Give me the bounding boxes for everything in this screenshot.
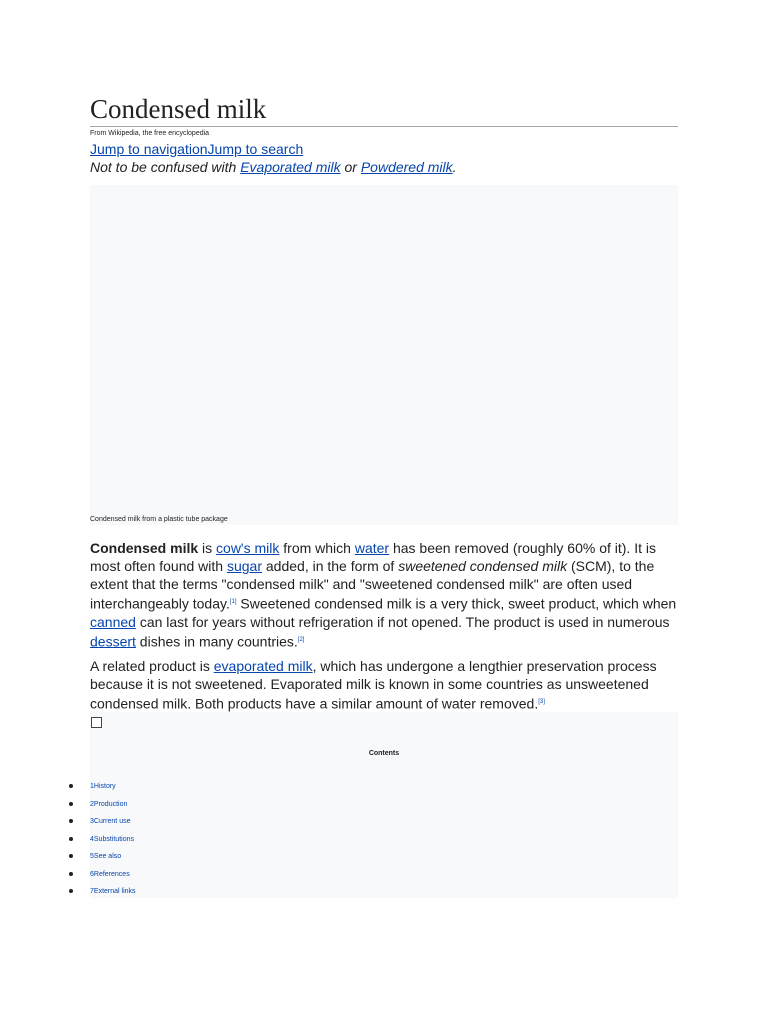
jump-to-search-link[interactable]: Jump to search [207,141,304,157]
reference-2[interactable]: [2] [297,636,305,643]
jump-to-navigation-link[interactable]: Jump to navigation [90,141,208,157]
lead-paragraph [90,539,678,650]
bullet-icon [69,872,73,876]
toc-number: 6 [90,870,94,878]
bold-term: Condensed milk [90,540,199,556]
text-span: Sweetened condensed milk is a very thick, sweet product, which when [236,595,677,612]
evaporated-milk-hatnote-link[interactable]: Evaporated milk [240,159,341,175]
bullet-icon [69,784,73,788]
article-content [90,92,678,713]
toc-number: 3 [90,818,94,825]
toc-link-current-use[interactable]: Current use [93,818,131,825]
hatnote [90,158,678,177]
text-span: from which [279,540,355,556]
toc-item-history[interactable] [90,782,136,800]
water-link[interactable]: water [354,540,390,556]
toc-item-see-also[interactable] [90,852,136,870]
toc-item-external-links[interactable] [90,887,136,905]
dessert-link[interactable]: dessert [90,633,136,650]
toc-link-history[interactable]: History [93,783,116,790]
hatnote-prefix: Not to be confused with [90,159,241,175]
text-span: added, in the form of [262,558,399,574]
second-paragraph [90,657,678,713]
site-tagline: From Wikipedia, the free encyclopedia [90,130,210,137]
lead-image-figure[interactable] [90,185,678,525]
toc-link-see-also[interactable]: See also [93,853,122,860]
toc-item-current-use[interactable] [90,817,136,835]
italic-term: sweetened condensed milk [398,558,568,574]
page-title: Condensed milk [90,92,678,127]
evaporated-milk-link[interactable]: evaporated milk [213,658,313,675]
toc-link-references[interactable]: References [93,870,130,878]
text-span: dishes in many countries. [135,633,298,650]
reference-3[interactable]: [3] [538,699,545,706]
reference-1[interactable]: [1] [229,599,237,605]
toc-number: 1 [90,783,94,790]
text-span: A related product is [90,658,214,675]
cows-milk-link[interactable]: cow's milk [216,540,280,556]
hatnote-middle: or [340,159,361,175]
toc-item-references[interactable] [90,870,136,888]
text-span: (SCM), to the extent that the terms "condensed milk" and "sweetened condensed milk" are often used interchangeably today. [90,558,655,612]
toc-item-production[interactable] [90,800,136,818]
toc-item-substitutions[interactable] [90,835,136,853]
powdered-milk-hatnote-link[interactable]: Powdered milk [360,159,453,175]
jump-links [90,140,678,158]
bullet-icon [69,889,73,893]
toc-link-production[interactable]: Production [93,800,128,808]
toc-link-substitutions[interactable]: Substitutions [93,835,134,843]
text-span: is [198,540,217,556]
sugar-link[interactable]: sugar [226,558,262,574]
bullet-icon [69,854,73,858]
bullet-icon [69,802,73,806]
bullet-icon [69,837,73,841]
canned-link[interactable]: canned [90,613,136,630]
hatnote-suffix: . [452,159,457,175]
bullet-icon [69,819,73,823]
toc-list [90,782,136,905]
toc-link-external-links[interactable]: External links [93,888,136,895]
toc-number: 2 [90,800,94,808]
table-of-contents [90,712,678,898]
text-span: , which has undergone a lengthier preservation process because it is not sweetened. Evaporated milk is known in some countries as unsweetened condensed milk. Both products have a similar amount of water removed. [90,658,657,712]
toc-toggle-checkbox[interactable] [91,717,102,728]
toc-number: 5 [90,853,94,860]
toc-title: Contents [368,750,400,757]
toc-number: 4 [90,835,94,843]
text-span: has been removed (roughly 60% of it). It is most often found with [90,540,656,574]
figure-caption: Condensed milk from a plastic tube package [90,516,228,523]
text-span: can last for years without refrigeration if not opened. The product is used in numerous [135,613,670,630]
toc-number: 7 [90,888,94,895]
